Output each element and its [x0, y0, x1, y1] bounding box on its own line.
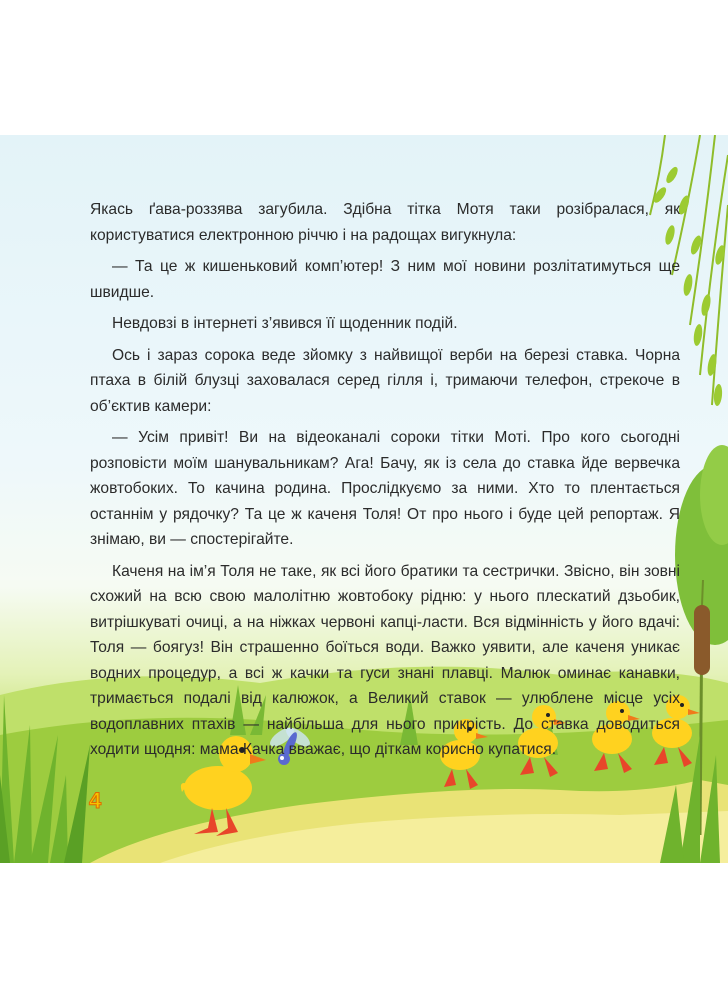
paragraph-5: — Усім привіт! Ви на відеоканалі сороки тітки Моті. Про кого сьогодні розповісти моїм шанувальникам? Ага! Бачу, як із села до ставка йде вервечка жовтобоких. То качина родина. Прослідкуємо за ними. Хто то плентається останнім у рядочку? Та це ж каченя Толя! От про нього і буде цей репортаж. Я знімаю, ви — спостерігайте. [90, 429, 680, 548]
book-page [0, 135, 728, 863]
story-text [90, 197, 680, 769]
page-number: 4 [89, 788, 102, 813]
paragraph-1: Якась ґава-роззява загубила. Здібна тітка Мотя таки розібралася, як користуватися електронною річчю і на радощах вигукнула: [90, 201, 680, 244]
paragraph-4: Ось і зараз сорока веде зйомку з найвищої верби на березі ставка. Чорна птаха в білій блузці заховалася серед гілля і, тримаючи телефон, стрекоче в об’єктив камери: [90, 346, 680, 415]
paragraph-3: Невдовзі в інтернеті з’явився її щоденник подій. [112, 315, 458, 332]
paragraph-2: — Та це ж кишеньковий комп’ютер! З ним мої новини розлітатимуться ще швидше. [90, 258, 680, 301]
paragraph-6: Каченя на ім’я Толя не таке, як всі його братики та сестрички. Звісно, він зовні схожий на всю свою малолітню жовтобоку рідню: у нього плескатий дзьобик, витрішкуваті очиці, а на ніжках червоні капці-ласти. Вся відмінність у його вдачі: Толя — боягуз! Він страшенно боїться води. Важко уявити, але каченя уникає водних процедур, а всі ж качки та гуси знані плавці. Малюк оминає канавки, тримається подалі від калюжок, а Великий ставок — улюблене місце усіх водоплавних птахів — найбільша для нього прикрість. До ставка доводиться ходити щодня: мама Качка вважає, що діткам корисно купатися. [90, 562, 680, 758]
